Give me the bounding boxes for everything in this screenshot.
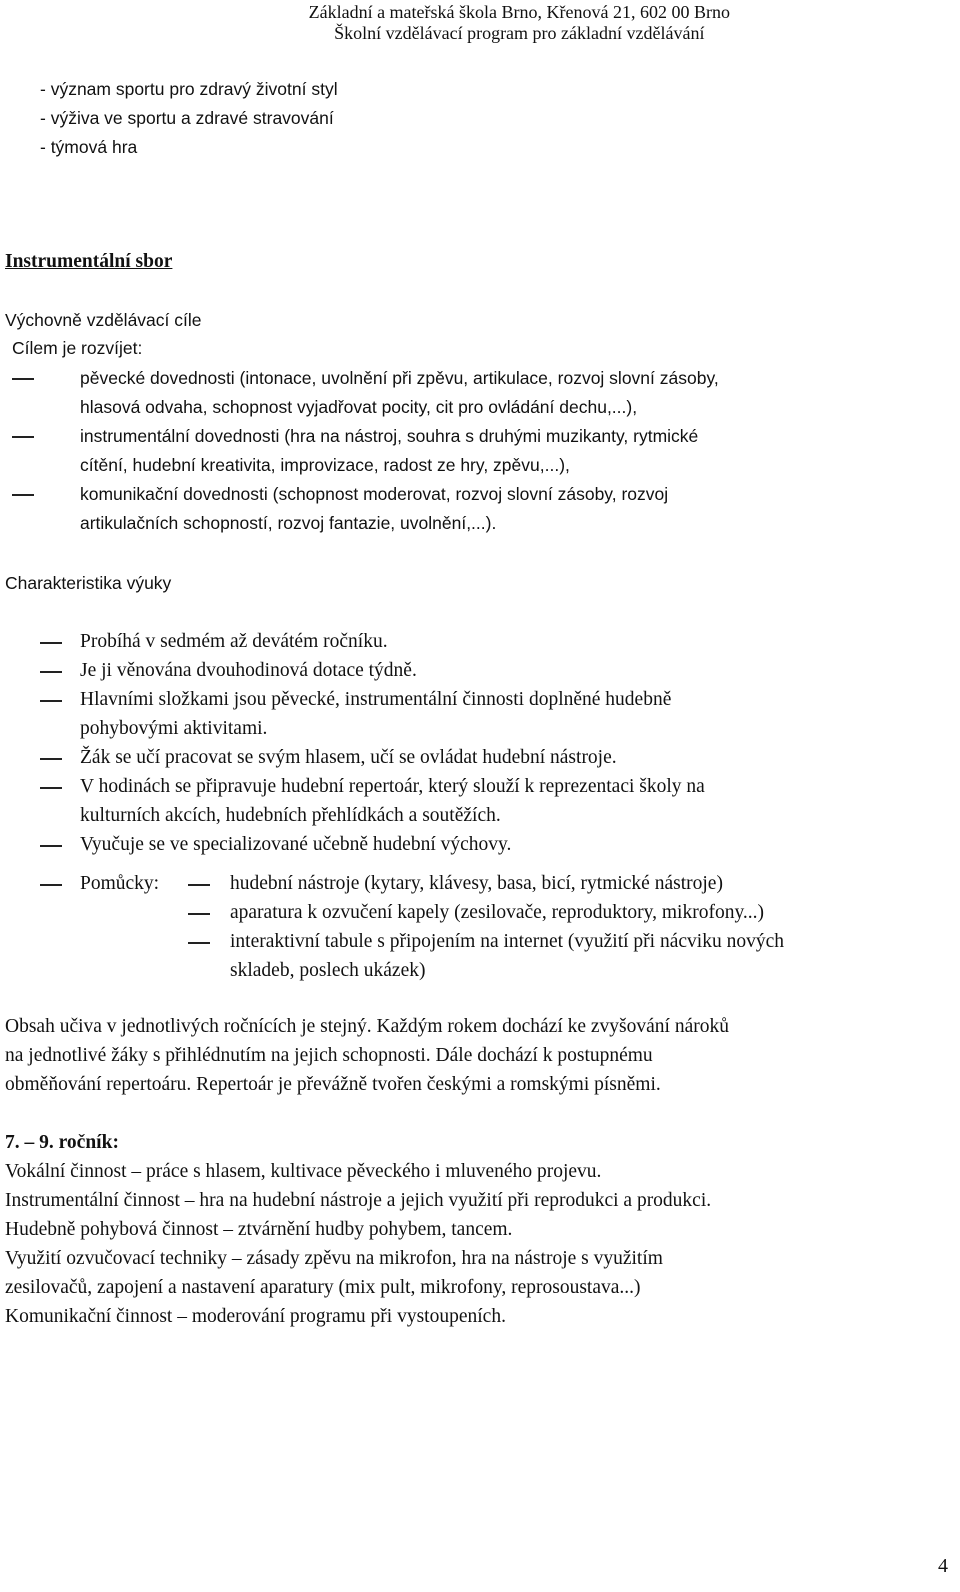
grade-line: Instrumentální činnost – hra na hudební nástroje a jejich využití při reprodukci a produkci. — [5, 1190, 712, 1211]
dash-bullet — [12, 436, 34, 438]
list-item-line: aparatura k ozvučení kapely (zesilovače, reproduktory, mikrofony...) — [230, 902, 765, 923]
grade-line: Hudebně pohybová činnost – ztvárnění hudby pohybem, tancem. — [5, 1219, 513, 1240]
grade-line: zesilovačů, zapojení a nastavení aparatury (mix pult, mikrofony, reprosoustava...) — [5, 1277, 641, 1298]
dash-bullet — [40, 758, 62, 760]
list-item-line: artikulačních schopností, rozvoj fantazie, uvolnění,...). — [80, 513, 497, 533]
list-item-line: komunikační dovednosti (schopnost moderovat, rozvoj slovní zásoby, rozvoj — [80, 484, 669, 504]
grade-line: Vokální činnost – práce s hlasem, kultivace pěveckého i mluveného projevu. — [5, 1161, 602, 1182]
list-item-line: Vyučuje se ve specializované učebně hudební výchovy. — [80, 834, 512, 855]
dash-bullet — [40, 671, 62, 673]
list-item-line: cítění, hudební kreativita, improvizace, radost ze hry, zpěvu,...), — [80, 455, 570, 475]
list-item-line: pěvecké dovednosti (intonace, uvolnění při zpěvu, artikulace, rozvoj slovní zásoby, — [80, 368, 719, 388]
paragraph-line: Obsah učiva v jednotlivých ročnících je stejný. Každým rokem dochází ke zvyšování nároků — [5, 1016, 729, 1037]
list-item: - týmová hra — [40, 137, 138, 157]
list-item-line: Žák se učí pracovat se svým hlasem, učí se ovládat hudební nástroje. — [80, 747, 617, 768]
dash-bullet — [40, 884, 62, 886]
page-number: 4 — [938, 1555, 948, 1577]
goals-heading: Výchovně vzdělávací cíle — [5, 310, 202, 330]
dash-bullet — [12, 494, 34, 496]
grade-line: Využití ozvučovací techniky – zásady zpěvu na mikrofon, hra na nástroje s využitím — [5, 1248, 663, 1269]
dash-bullet — [40, 787, 62, 789]
dash-bullet — [40, 642, 62, 644]
list-item-line: pohybovými aktivitami. — [80, 718, 268, 739]
paragraph-line: na jednotlivé žáky s přihlédnutím na jejich schopnosti. Dále dochází k postupnému — [5, 1045, 653, 1066]
list-item-line: interaktivní tabule s připojením na internet (využití při nácviku nových — [230, 931, 784, 952]
dash-bullet — [188, 942, 210, 944]
dash-bullet — [188, 884, 210, 886]
list-item-line: Je ji věnována dvouhodinová dotace týdně. — [80, 660, 417, 681]
list-item-line: Hlavními složkami jsou pěvecké, instrumentální činnosti doplněné hudebně — [80, 689, 672, 710]
grade-heading: 7. – 9. ročník: — [5, 1132, 119, 1153]
characteristics-heading: Charakteristika výuky — [5, 573, 172, 593]
aids-label: Pomůcky: — [80, 873, 160, 894]
section-title: Instrumentální sbor — [5, 251, 173, 272]
dash-bullet — [40, 845, 62, 847]
dash-bullet — [40, 700, 62, 702]
list-item-line: kulturních akcích, hudebních přehlídkách a soutěžích. — [80, 805, 501, 826]
header-school: Základní a mateřská škola Brno, Křenová 21, 602 00 Brno — [308, 2, 730, 22]
list-item: - výživa ve sportu a zdravé stravování — [40, 108, 334, 128]
list-item-line: skladeb, poslech ukázek) — [230, 960, 426, 981]
list-item-line: V hodinách se připravuje hudební repertoár, který slouží k reprezentaci školy na — [80, 776, 705, 797]
list-item-line: Probíhá v sedmém až devátém ročníku. — [80, 631, 388, 652]
list-item-line: hlasová odvaha, schopnost vyjadřovat pocity, cit pro ovládání dechu,...), — [80, 397, 638, 417]
grade-line: Komunikační činnost – moderování programu při vystoupeních. — [5, 1306, 506, 1327]
aid-item: hudební nástroje (kytary, klávesy, basa, bicí, rytmické nástroje) — [230, 873, 723, 894]
page-header — [309, 2, 730, 44]
list-item: - význam sportu pro zdravý životní styl — [40, 79, 338, 99]
goals-intro: Cílem je rozvíjet: — [12, 338, 143, 358]
dash-bullet — [12, 378, 34, 380]
dash-bullet — [188, 913, 210, 915]
list-item-line: instrumentální dovednosti (hra na nástroj, souhra s druhými muzikanty, rytmické — [80, 426, 699, 446]
paragraph-line: obměňování repertoáru. Repertoár je převážně tvořen českými a romskými písněmi. — [5, 1074, 661, 1095]
header-program: Školní vzdělávací program pro základní vzdělávání — [334, 23, 705, 43]
